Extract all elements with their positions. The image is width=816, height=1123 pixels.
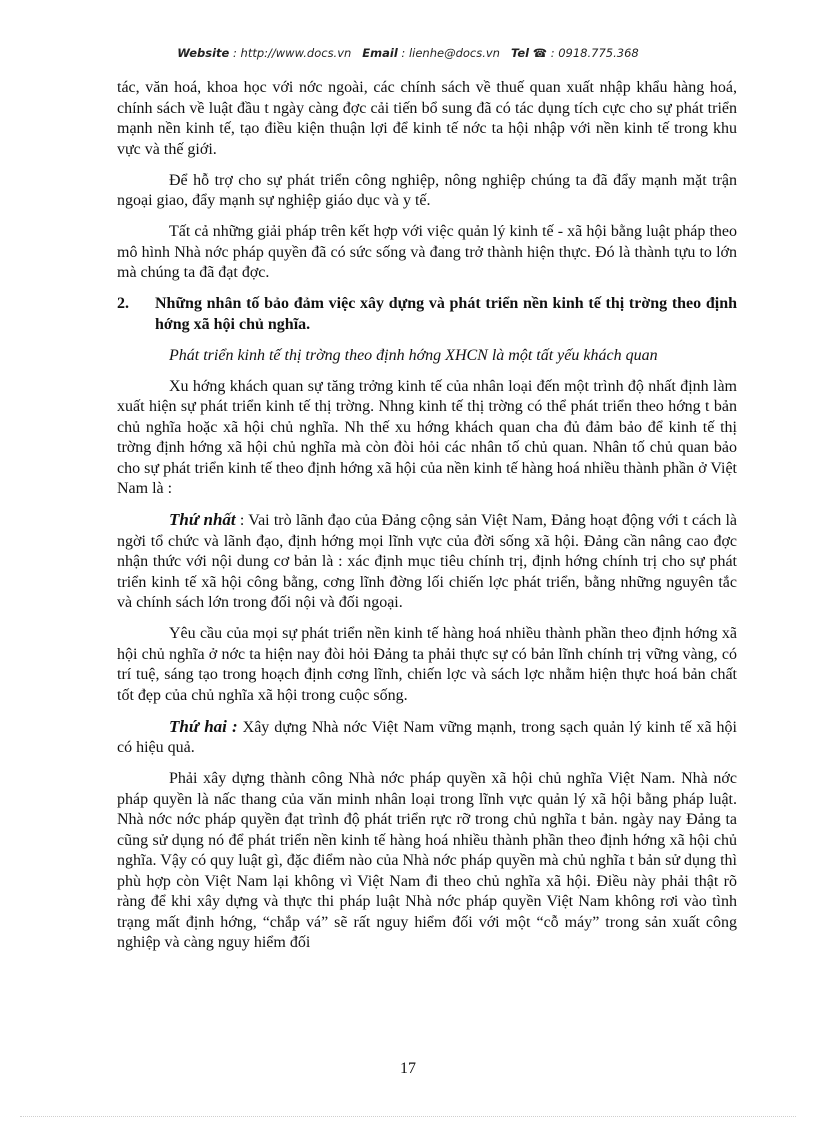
page-number: 17 <box>400 1060 416 1077</box>
section-heading <box>117 294 737 335</box>
phone-icon: ☎ <box>532 46 548 60</box>
tel-label: Tel <box>510 46 530 60</box>
paragraph-6 <box>117 510 737 614</box>
paragraph-4: Phát triển kinh tế thị trờng theo định hớng XHCN là một tất yếu khách quan <box>169 346 658 364</box>
section-number: 2. <box>117 295 129 312</box>
paragraph-3: Tất cả những giải pháp trên kết hợp với việc quản lý kinh tế - xã hội bằng luật pháp theo mô hình Nhà nớc pháp quyền đã có sức sống và đang trở thành hiện thực. Đó là thành tựu to lớn mà chúng ta đã đạt đợc. <box>117 223 737 281</box>
paragraph-8 <box>117 717 737 759</box>
lead-second: Thứ hai : <box>169 716 238 736</box>
paragraph-6-text: : Vai trò lãnh đạo của Đảng cộng sản Việt Nam, Đảng hoạt động với t cách là ngời tổ chức và lãnh đạo, định hớng mọi lĩnh vực của đời sống xã hội. Đảng cần nâng cao đợc nhận thức với nội dung cơ bản là : xác định mục tiêu chính trị, định hớng chính trị cho sự phát triển kinh tế xã hội công bằng, cơng lĩnh đờng lối chiến lợc phát triển, bằng những nguyên tắc và chính sách lớn trong đối nội và đối ngoại. <box>117 512 738 611</box>
bottom-divider <box>20 1116 796 1117</box>
page-header <box>0 46 816 60</box>
tel-value: : 0918.775.368 <box>550 46 639 60</box>
email-label: Email <box>362 46 398 60</box>
section-title: Những nhân tố bảo đảm việc xây dựng và phát triển nền kinh tế thị trờng theo định hớng xã hội chủ nghĩa. <box>155 295 737 333</box>
paragraph-1: tác, văn hoá, khoa học với nớc ngoài, các chính sách về thuế quan xuất nhập khẩu hàng hoá, chính sách về luật đầu t ngày càng đợc cải tiến bổ sung đã có tác dụng tích cực cho sự phát triển mạnh nền kinh tế, tạo điều kiện thuận lợi để kinh tế nớc ta hội nhập với nền kinh tế trong khu vực và thế giới. <box>117 79 737 158</box>
paragraph-9: Phải xây dựng thành công Nhà nớc pháp quyền xã hội chủ nghĩa Việt Nam. Nhà nớc pháp quyền là nấc thang của văn minh nhân loại trong lĩnh vực quản lý xã hội bằng pháp luật. Nhà nớc nớc pháp quyền đạt trình độ phát triển rực rỡ trong chủ nghĩa t bản. ngày nay Đảng ta cũng sử dụng nó để phát triển nền kinh tế hàng hoá nhiều thành phần theo định hớng xã hội chủ nghĩa. Vậy có quy luật gì, đặc điểm nào của Nhà nớc pháp quyền mà chủ nghĩa t bản sử dụng thì phù hợp còn Việt Nam lại không vì Việt Nam đi theo chủ nghĩa xã hội. Điều này phải thật rõ ràng để khi xây dựng và thực thi pháp luật Nhà nớc pháp quyền Việt Nam không rơi vào tình trạng mất định hớng, “chắp vá” sẽ rất nguy hiểm đối với một “cỗ máy” trong sản xuất công nghiệp và càng nguy hiểm đối <box>117 770 737 951</box>
website-label: Website <box>177 46 230 60</box>
paragraph-2: Để hỗ trợ cho sự phát triển công nghiệp, nông nghiệp chúng ta đã đẩy mạnh mặt trận ngoại giao, đẩy mạnh sự nghiệp giáo dục và y tế. <box>117 171 737 209</box>
paragraph-5: Xu hớng khách quan sự tăng trởng kinh tế của nhân loại đến một trình độ nhất định làm xuất hiện sự phát triển kinh tế thị trờng. Nhng kinh tế thị trờng có thể phát triển theo hớng t bản chủ nghĩa hoặc xã hội chủ nghĩa. Nh thế xu hớng khách quan cha đủ đảm bảo để kinh tế thị trờng định hớng xã hội chủ nghĩa mà còn đòi hỏi các nhân tố chủ quan. Nhân tố chủ quan bảo cho sự phát triển kinh tế theo định hớng xã hội của nền kinh tế hàng hoá nhiều thành phần ở Việt Nam là : <box>117 377 737 497</box>
paragraph-7: Yêu cầu của mọi sự phát triển nền kinh tế hàng hoá nhiều thành phần theo định hớng xã hội chủ nghĩa ở nớc ta hiện nay đòi hỏi Đảng ta phải thực sự có bản lĩnh chính trị vững vàng, có trí tuệ, sáng tạo trong hoạch định cơng lĩnh, chiến lợc và sách lợc nhằm hiện thực hoá bản chất tốt đẹp của chủ nghĩa xã hội trong cuộc sống. <box>117 625 737 704</box>
paragraph-8-text: Xây dựng Nhà nớc Việt Nam vững mạnh, trong sạch quản lý kinh tế xã hội có hiệu quả. <box>117 718 737 756</box>
body-text <box>117 78 737 964</box>
website-value: : http://www.docs.vn <box>233 46 352 60</box>
lead-first: Thứ nhất <box>169 510 236 529</box>
email-value: : lienhe@docs.vn <box>401 46 500 60</box>
